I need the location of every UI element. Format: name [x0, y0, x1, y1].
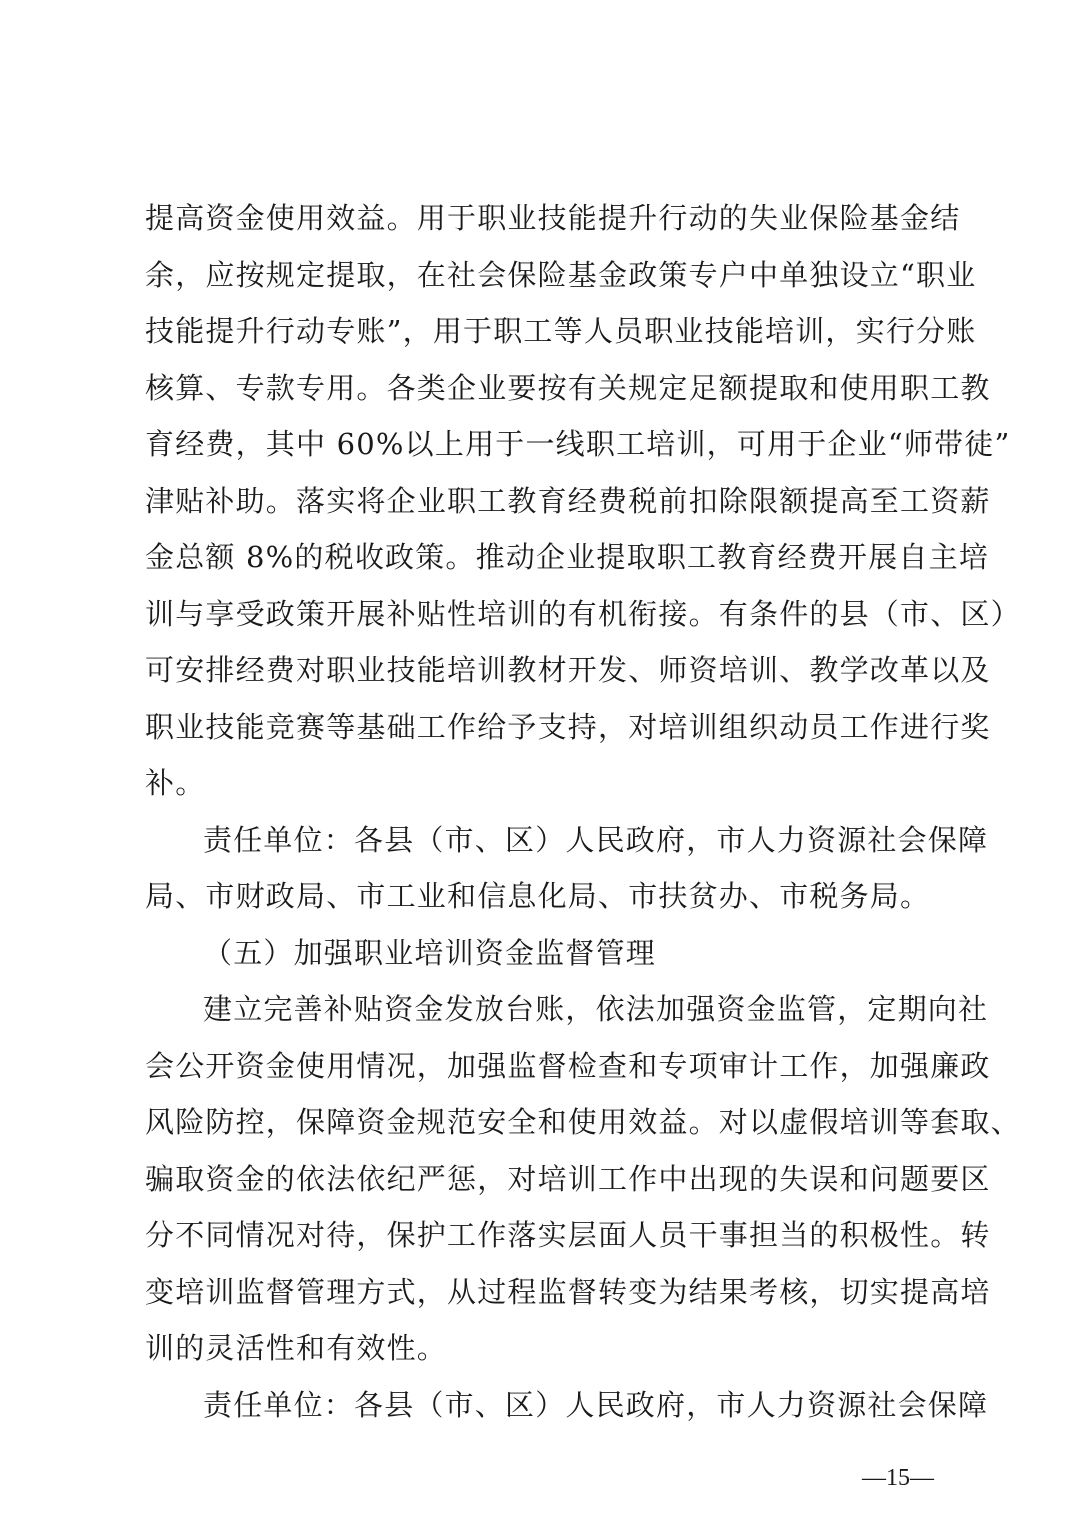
- text-line: 津贴补助。落实将企业职工教育经费税前扣除限额提高至工资薪: [145, 483, 991, 518]
- body-text: [145, 190, 1021, 1433]
- text-line: 余，应按规定提取，在社会保险基金政策专户中单独设立“职业: [145, 257, 977, 292]
- responsibility-line: 局、市财政局、市工业和信息化局、市扶贫办、市税务局。: [145, 879, 931, 913]
- text-line: 训的灵活性和有效性。: [145, 1331, 448, 1365]
- text-line: 分不同情况对待，保护工作落实层面人员干事担当的积极性。转: [145, 1218, 991, 1252]
- text-line: 育经费，其中 60%以上用于一线职工培训，可用于企业“师带徒”: [145, 427, 1011, 461]
- text-line: 变培训监督管理方式，从过程监督转变为结果考核，切实提高培: [145, 1274, 991, 1309]
- text-line: 建立完善补贴资金发放台账，依法加强资金监管，定期向社: [203, 992, 989, 1026]
- text-line: 核算、专款专用。各类企业要按有关规定足额提取和使用职工教: [145, 370, 991, 405]
- text-line: 训与享受政策开展补贴性培训的有机衔接。有条件的县（市、区）: [145, 596, 1021, 631]
- responsibility-line: 责任单位：各县（市、区）人民政府，市人力资源社会保障: [203, 1387, 989, 1422]
- text-line: 骗取资金的依法依纪严惩，对培训工作中出现的失误和问题要区: [145, 1161, 991, 1196]
- text-line: 会公开资金使用情况，加强监督检查和专项审计工作，加强廉政: [145, 1048, 991, 1083]
- text-line: 技能提升行动专账”，用于职工等人员职业技能培训，实行分账: [145, 314, 977, 348]
- text-line: 提高资金使用效益。用于职业技能提升行动的失业保险基金结: [145, 201, 961, 235]
- page-number: —15—: [862, 1465, 934, 1491]
- text-line: 可安排经费对职业技能培训教材开发、师资培训、教学改革以及: [145, 653, 991, 687]
- text-line: 职业技能竞赛等基础工作给予支持，对培训组织动员工作进行奖: [145, 709, 991, 744]
- responsibility-line: 责任单位：各县（市、区）人民政府，市人力资源社会保障: [203, 822, 989, 857]
- text-line: 风险防控，保障资金规范安全和使用效益。对以虚假培训等套取、: [145, 1105, 1021, 1139]
- text-line: 补。: [145, 766, 206, 800]
- text-line: 金总额 8%的税收政策。推动企业提取职工教育经费开展自主培: [145, 540, 990, 574]
- section-heading: （五）加强职业培训资金监督管理: [203, 935, 657, 970]
